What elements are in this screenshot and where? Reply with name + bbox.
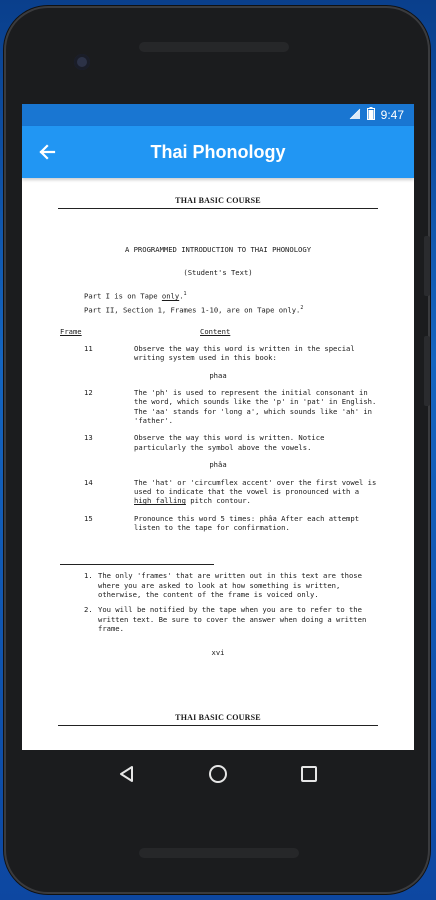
document-page[interactable] (22, 178, 414, 726)
status-time: 9:47 (380, 108, 404, 122)
col-content-header: Content (200, 326, 231, 336)
next-page-header: THAI BASIC COURSE (175, 712, 261, 722)
frame-row: 11 Observe the way this word is written in the special writing system used in this book: (84, 343, 355, 363)
triangle-back-icon (118, 765, 136, 783)
footnote: 2. You will be notified by the tape when you are to refer to the written text. Be sure to cover the answer when doing a written frame. (84, 605, 367, 634)
thai-word: phâa (209, 460, 227, 470)
front-camera (74, 54, 90, 70)
header-rule (58, 725, 378, 726)
nav-home-button[interactable] (206, 762, 230, 786)
frame-row: 15 Pronounce this word 5 times: phâa After each attempt listen to the tape for confirmation. (84, 513, 360, 532)
header-rule (58, 208, 378, 209)
frame-row: 14 The 'hat' or 'circumflex accent' over the first vowel is used to indicate that the vowel is pronounced with a high falling pitch contour. (84, 477, 377, 506)
intro-title: A PROGRAMMED INTRODUCTION TO THAI PHONOLOGY (124, 245, 312, 255)
square-recents-icon (300, 765, 318, 783)
nav-recents-button[interactable] (297, 762, 321, 786)
tape-note-1: Part I is on Tape only.$^1$ (84, 291, 187, 301)
col-frame-header: Frame (60, 326, 82, 336)
footnote: 1. The only 'frames' that are written out in this text are those where you are asked to look at how something is written, otherwise, the content of the frame is voiced only. (84, 571, 362, 600)
document-header: THAI BASIC COURSE (175, 196, 261, 205)
footnote-rule (60, 564, 214, 565)
thai-word: phaa (209, 370, 227, 380)
back-arrow-icon (38, 143, 56, 161)
frame-row: 13 Observe the way this word is written. Notice particularly the symbol above the vowels. (84, 433, 325, 452)
frame-row: 12 The 'ph' is used to represent the initial consonant in the word, which sounds like the 'p' in 'pat' in English. The 'aa' stands for 'long a', which sounds like 'ah' in 'father'. (84, 388, 377, 426)
status-bar (22, 104, 414, 126)
nav-back-button[interactable] (115, 762, 139, 786)
app-title: Thai Phonology (150, 141, 286, 162)
navigation-bar (22, 750, 414, 798)
subtitle: (Student's Text) (183, 267, 253, 277)
earpiece-speaker (139, 42, 289, 52)
volume-button (424, 236, 430, 296)
back-button[interactable] (34, 139, 60, 165)
app-bar (22, 126, 414, 178)
tape-note-2: Part II, Section 1, Frames 1-10, are on Tape only.$^2$ (84, 304, 304, 315)
bottom-speaker (139, 848, 299, 858)
circle-home-icon (208, 764, 228, 784)
battery-icon (367, 107, 375, 123)
signal-icon (349, 108, 361, 123)
screen (22, 104, 414, 750)
column-headers (60, 327, 378, 336)
power-button (424, 336, 430, 406)
page-number: xvi (211, 647, 225, 657)
